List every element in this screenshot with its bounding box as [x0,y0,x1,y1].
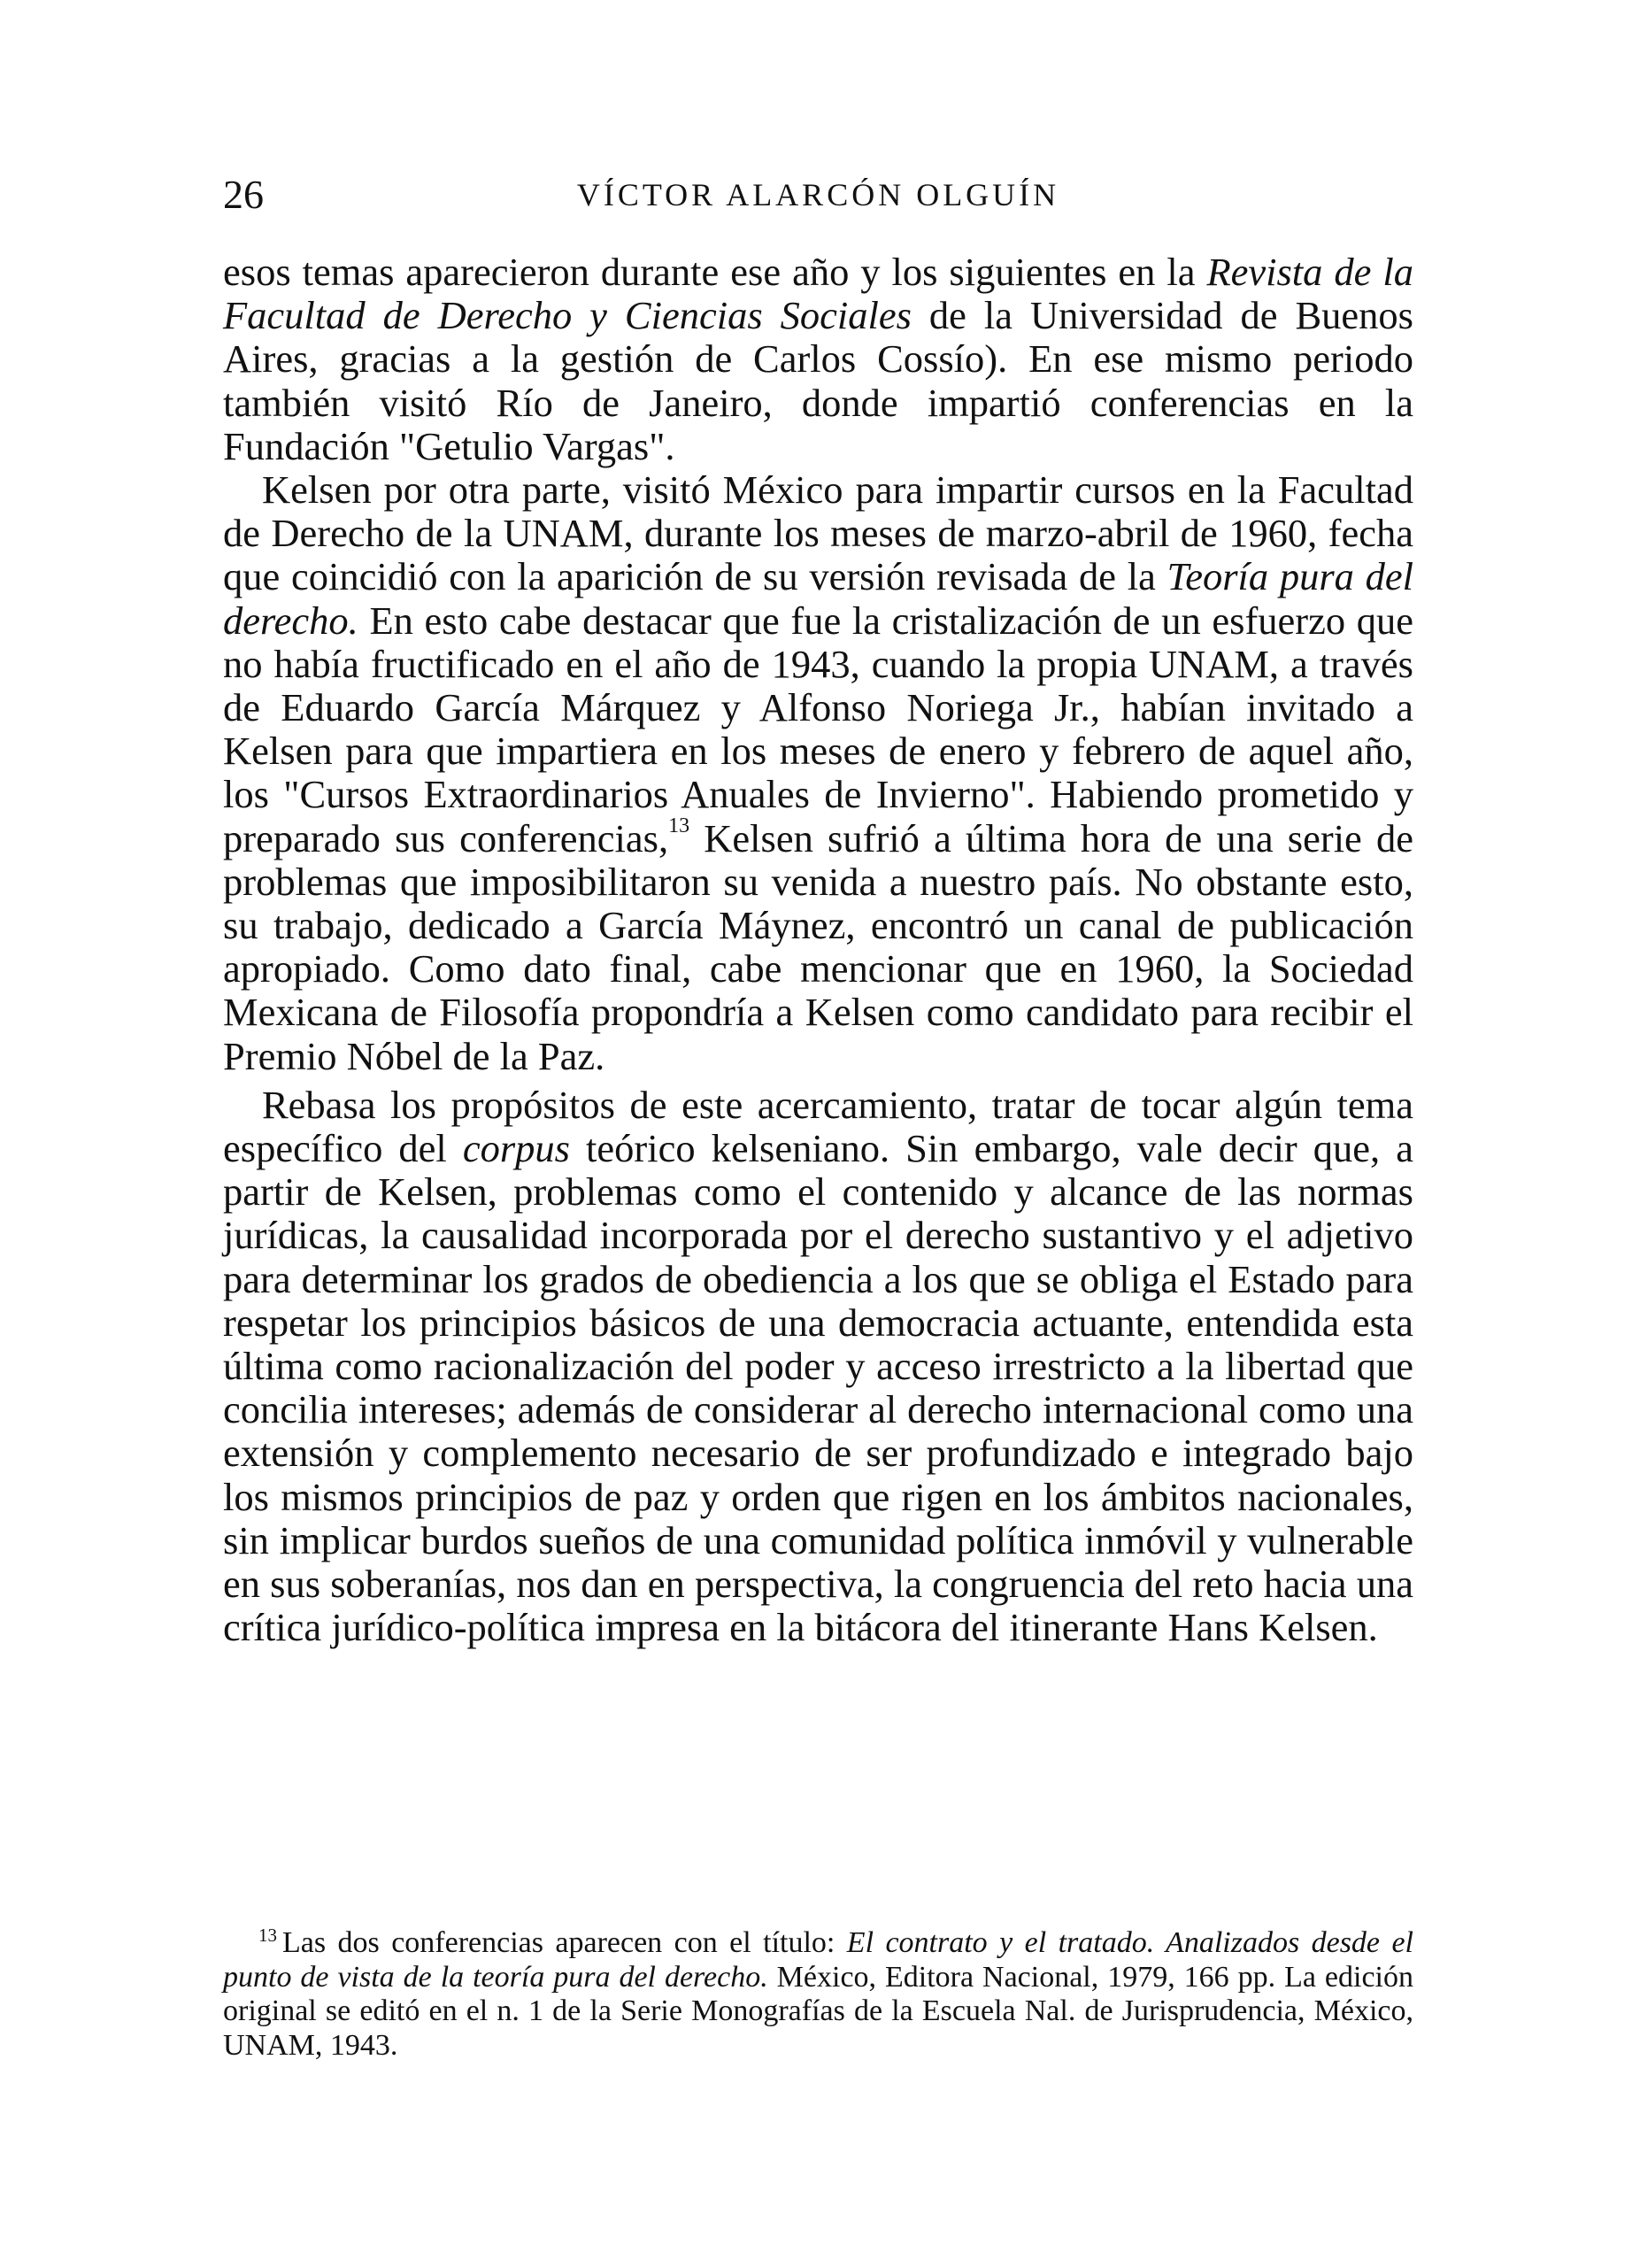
paragraph-1 [223,251,1413,468]
page-header [223,168,1413,221]
page-number: 26 [223,172,264,217]
footnote-text-a: Las dos conferencias aparecen con el título: [282,1926,847,1959]
running-head: VÍCTOR ALARCÓN OLGUÍN [576,177,1060,212]
journal-title: Revista de la Facultad de Derecho y Ciencias Sociales [223,250,1413,338]
footnote-title: El contrato y el tratado. Analizados desde el punto de vista de la teoría pura del derecho. [223,1926,1413,1994]
paragraph-3 [223,1084,1413,1650]
paragraph-3-text-a: Rebasa los propósitos de este acercamiento, tratar de tocar algún tema específico del [223,1082,1413,1171]
corpus-term: corpus [462,1126,570,1171]
footnote-reference: 13 [668,814,690,837]
footnote-text-b: México, Editora Nacional, 1979, 166 pp. La edición original se editó en el n. 1 de la Serie Monografías de la Escuela Nal. de Jurisprudencia, México, UNAM, 1943. [223,1960,1413,2062]
paragraph-2-text-a: Kelsen por otra parte, visitó México para impartir cursos en la Facultad de Derecho de la UNAM, durante los meses de marzo-abril de 1960, fecha que coincidió con la aparición de su versión revisada de la [223,467,1413,599]
paragraph-1-text-a: esos temas aparecieron durante ese año y los siguientes en la [223,250,1207,294]
book-title: Teoría pura del derecho. [223,554,1414,643]
paragraph-1-text-b: de la Universidad de Buenos Aires, gracias a la gestión de Carlos Cossío). En ese mismo periodo también visitó Río de Janeiro, donde impartió conferencias en la Fundación "Getulio Vargas". [223,293,1413,468]
paragraph-2-text-b: En esto cabe destacar que fue la cristalización de un esfuerzo que no había fructificado en el año de 1943, cuando la propia UNAM, a través de Eduardo García Márquez y Alfonso Noriega Jr., habían invitado a Kelsen para que impartiera en los meses de enero y febrero de aquel año, los "Cursos Extraordinarios Anuales de Invierno". Habiendo prometido y preparado sus conferencias, [223,598,1413,860]
paragraph-2 [223,468,1413,1078]
body-text [223,251,1413,1650]
footnote [223,1926,1413,2063]
paragraph-3-text-b: teórico kelseniano. Sin embargo, vale decir que, a partir de Kelsen, problemas como el contenido y alcance de las normas jurídicas, la causalidad incorporada por el derecho sustantivo y el adjetivo para determinar los grados de obediencia a los que se obliga el Estado para respetar los principios básicos de una democracia actuante, entendida esta última como racionalización del poder y acceso irrestricto a la libertad que concilia intereses; además de considerar al derecho internacional como una extensión y complemento necesario de ser profundizado e integrado bajo los mismos principios de paz y orden que rigen en los ámbitos nacionales, sin implicar burdos sueños de una comunidad política inmóvil y vulnerable en sus soberanías, nos dan en perspectiva, la congruencia del reto hacia una crítica jurídico-política impresa en la bitácora del itinerante Hans Kelsen. [223,1126,1413,1650]
paragraph-2-text-c: Kelsen sufrió a última hora de una serie de problemas que imposibilitaron su venida a nuestro país. No obstante esto, su trabajo, dedicado a García Máynez, encontró un canal de publicación apropiado. Como dato final, cabe mencionar que en 1960, la Sociedad Mexicana de Filosofía propondría a Kelsen como candidato para recibir el Premio Nóbel de la Paz. [223,815,1413,1078]
footnote-number: 13 [258,1925,277,1946]
